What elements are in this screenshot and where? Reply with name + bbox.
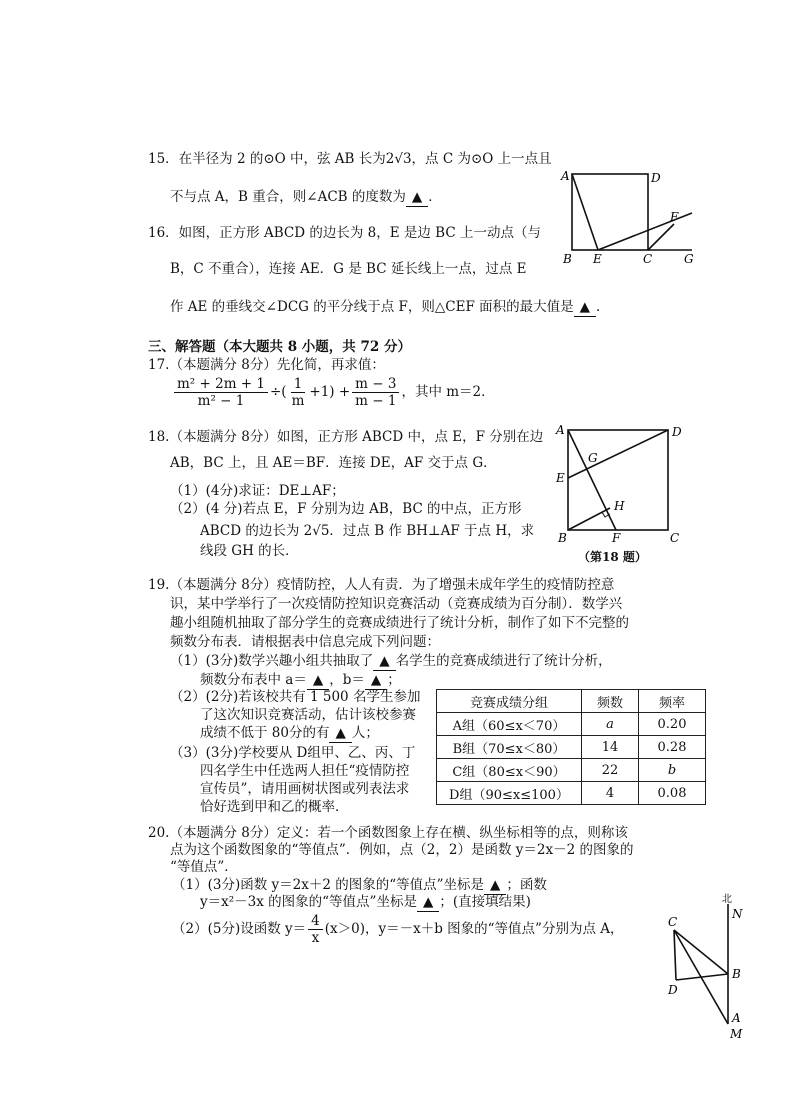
q19-line1: 19.（本题满分 8分）疫情防控，人人有责．为了增强未成年学生的疫情防控意 (148, 577, 615, 593)
q20-p1b-text: y＝x²－3x 的图象的“等值点”坐标是 (200, 894, 417, 910)
q20-label-m: M (730, 1027, 743, 1041)
q15-text-end: ． (428, 189, 442, 205)
q18-part2-line3: 线段 GH 的长． (200, 543, 299, 559)
q16-text-end: ． (596, 299, 610, 315)
q16-label-f: F (670, 210, 679, 224)
table-cell: a (582, 713, 639, 736)
q16-line1: 16．如图，正方形 ABCD 的边长为 8，E 是边 BC 上一动点（与 (148, 225, 541, 241)
q19-line4: 频数分布表．请根据表中信息完成下列问题： (170, 634, 440, 650)
q18-label-b: B (558, 531, 567, 545)
q19-p1b-end: ； (387, 672, 401, 688)
q18-caption: （第18 题） (578, 550, 647, 564)
q18-label-d: D (672, 425, 682, 439)
q16-line2: B，C 不重合），连接 AE．G 是 BC 延长线上一点，过点 E (170, 261, 527, 277)
q16-label-g: G (684, 252, 694, 266)
q19-blank-a: ▲ (307, 671, 329, 690)
q15-text: 不与点 A，B 重合，则∠ACB 的度数为 (170, 189, 406, 205)
q19-p1a-text: （1）(3分)数学兴趣小组共抽取了 (170, 653, 374, 669)
q19-p2c-text: 成绩不低于 80分的有 (200, 725, 330, 741)
q19-line3: 趣小组随机抽取了部分学生的竞赛成绩进行了统计分析，制作了如下不完整的 (170, 615, 629, 631)
q20-segment-cb (674, 930, 728, 974)
q19-p1a-text-end: 名学生的竞赛成绩进行了统计分析， (395, 653, 612, 669)
q19-line2: 识，某中学举行了一次疫情防控知识竞赛活动（竞赛成绩为百分制）．数学兴 (170, 596, 623, 612)
q20-line3: “等值点”． (170, 859, 238, 875)
q16-answer-blank: ▲ (574, 298, 596, 317)
table-cell: 0.28 (639, 736, 706, 759)
table-row (437, 736, 706, 759)
table-row (437, 713, 706, 736)
table-row (437, 759, 706, 782)
q20-line2: 点为这个函数图象的“等值点”．例如，点（2，2）是函数 y＝2x－2 的图象的 (170, 842, 634, 858)
q16-label-d: D (651, 171, 661, 185)
q20-p1a-text: （1）(3分)函数 y＝2x＋2 的图象的“等值点”坐标是 (172, 877, 485, 893)
q19-frequency-table (436, 689, 706, 805)
q19-p1b-text: 频数分布表中 a＝ (200, 672, 307, 688)
q16-label-c: C (643, 252, 653, 266)
table-row (437, 782, 706, 805)
q18-segment-de (568, 430, 668, 478)
q18-line1: 18.（本题满分 8分）如图，正方形 ABCD 中，点 E，F 分别在边 (148, 429, 544, 445)
q20-label-north: 北 (722, 894, 732, 905)
q18-label-f: F (612, 531, 621, 545)
table-cell: 22 (582, 759, 639, 782)
table-header-cell: 频率 (639, 690, 706, 713)
q16-label-a: A (561, 169, 570, 183)
q18-part2-line1: （2）(4 分)若点 E，F 分别为边 AB，BC 的中点，正方形 (170, 501, 522, 517)
q17-expression (172, 376, 495, 409)
q19-part2-line3 (200, 724, 379, 743)
q20-p1b-end: ；(直接填结果) (439, 894, 531, 910)
q18-label-h: H (614, 499, 625, 513)
q15-answer-blank: ▲ (406, 188, 428, 207)
q20-blank-1: ▲ (484, 876, 506, 895)
q19-part3-line4: 恰好选到甲和乙的概率． (200, 799, 349, 815)
table-cell: A组（60≤x＜70） (437, 713, 582, 736)
q17-div: ÷( (269, 384, 287, 400)
q20-segment-cd (674, 930, 676, 980)
q16-text: 作 AE 的垂线交∠DCG 的平分线于点 F，则△CEF 面积的最大值是 (170, 299, 574, 315)
q17-fraction-2: $\frac{1}{m}$ (291, 376, 305, 409)
q18-line2: AB，BC 上，且 AE＝BF．连接 DE，AF 交于点 G． (170, 455, 497, 471)
table-cell: C组（80≤x＜90） (437, 759, 582, 782)
q16-segment-ae (572, 174, 598, 250)
q16-figure (560, 168, 700, 268)
q19-blank-count: ▲ (373, 652, 395, 671)
q20-line1: 20.（本题满分 8分）定义：若一个函数图象上存在横、纵坐标相等的点，则称该 (148, 825, 628, 841)
table-header-cell: 频数 (582, 690, 639, 713)
q18-square (568, 430, 668, 530)
q15-line1: 15．在半径为 2 的⊙O 中，弦 AB 长为2√3，点 C 为⊙O 上一点且 (148, 151, 552, 167)
q20-part2-line1 (172, 912, 624, 946)
q17-tail: ，其中 m＝2． (401, 384, 495, 400)
q18-part2-line2: ABCD 的边长为 2√5．过点 B 作 BH⊥AF 于点 H，求 (200, 523, 535, 539)
q17-fraction-1: $\frac{\text{m² + 2m + 1}}{\text{m² − 1}}$ (174, 376, 268, 409)
q19-part3-line2: 四名学生中任选两人担任“疫情防控 (200, 763, 410, 779)
table-cell: 0.08 (639, 782, 706, 805)
q19-blank-estimate: ▲ (329, 724, 351, 743)
q18-segment-bh (568, 508, 610, 530)
q20-label-d: D (668, 983, 678, 997)
table-cell: 4 (582, 782, 639, 805)
q17-plus: +1) + (309, 384, 351, 400)
q16-label-e: E (593, 252, 602, 266)
q18-label-a: A (556, 423, 565, 437)
q20-fraction: $\frac{4}{x}$ (308, 913, 323, 946)
q16-label-b: B (563, 252, 572, 266)
q18-label-g: G (588, 451, 598, 465)
table-cell: 14 (582, 736, 639, 759)
q19-part3-line1: （3）(3分)学校要从 D组甲、乙、丙、丁 (170, 745, 416, 761)
q19-part3-line3: 宣传员”，请用画树状图或列表法求 (200, 781, 410, 797)
q16-square (572, 174, 648, 250)
q18-label-e: E (556, 471, 565, 485)
q16-line3 (170, 298, 610, 317)
q19-blank-b: ▲ (365, 671, 387, 690)
q19-p1b-mid: ，b＝ (329, 672, 365, 688)
q20-p1a-end: ；函数 (506, 877, 547, 893)
q20-part1-line2 (200, 893, 531, 912)
q20-p2-end: (x＞0)，y＝－x＋b 图象的“等值点”分别为点 A， (324, 921, 624, 937)
table-header-cell: 竞赛成绩分组 (437, 690, 582, 713)
table-cell: b (639, 759, 706, 782)
q19-part1-line1 (170, 652, 612, 671)
q19-part2-line1: （2）(2分)若该校共有 1 500 名学生参加 (170, 689, 421, 705)
q20-label-b: B (732, 967, 741, 981)
q16-bisector (648, 224, 674, 250)
section-heading: 三、解答题（本大题共 8 小题，共 72 分） (148, 339, 411, 355)
table-header-row (437, 690, 706, 713)
q19-part2-line2: 了这次知识竞赛活动，估计该校参赛 (200, 707, 416, 723)
q18-label-c: C (670, 531, 680, 545)
table-cell: D组（90≤x≤100） (437, 782, 582, 805)
q20-segment-ca (674, 930, 728, 1024)
q15-line2 (170, 188, 442, 207)
q20-p2-text: （2）(5分)设函数 y＝ (172, 921, 307, 937)
q20-label-a: A (732, 1011, 741, 1025)
q18-part1: （1）(4分)求证：DE⊥AF； (170, 483, 345, 499)
q20-label-n: N (732, 907, 743, 921)
q20-label-c: C (668, 915, 678, 929)
table-cell: 0.20 (639, 713, 706, 736)
table-cell: B组（70≤x＜80） (437, 736, 582, 759)
q17-fraction-3: $\frac{m - 3}{m - 1}$ (352, 376, 399, 409)
q20-blank-2: ▲ (417, 893, 439, 912)
q20-figure (662, 890, 752, 1046)
q18-figure (552, 420, 692, 545)
q19-p2c-end: 人； (351, 725, 379, 741)
q17-head: 17.（本题满分 8分）先化简，再求值： (148, 357, 385, 373)
